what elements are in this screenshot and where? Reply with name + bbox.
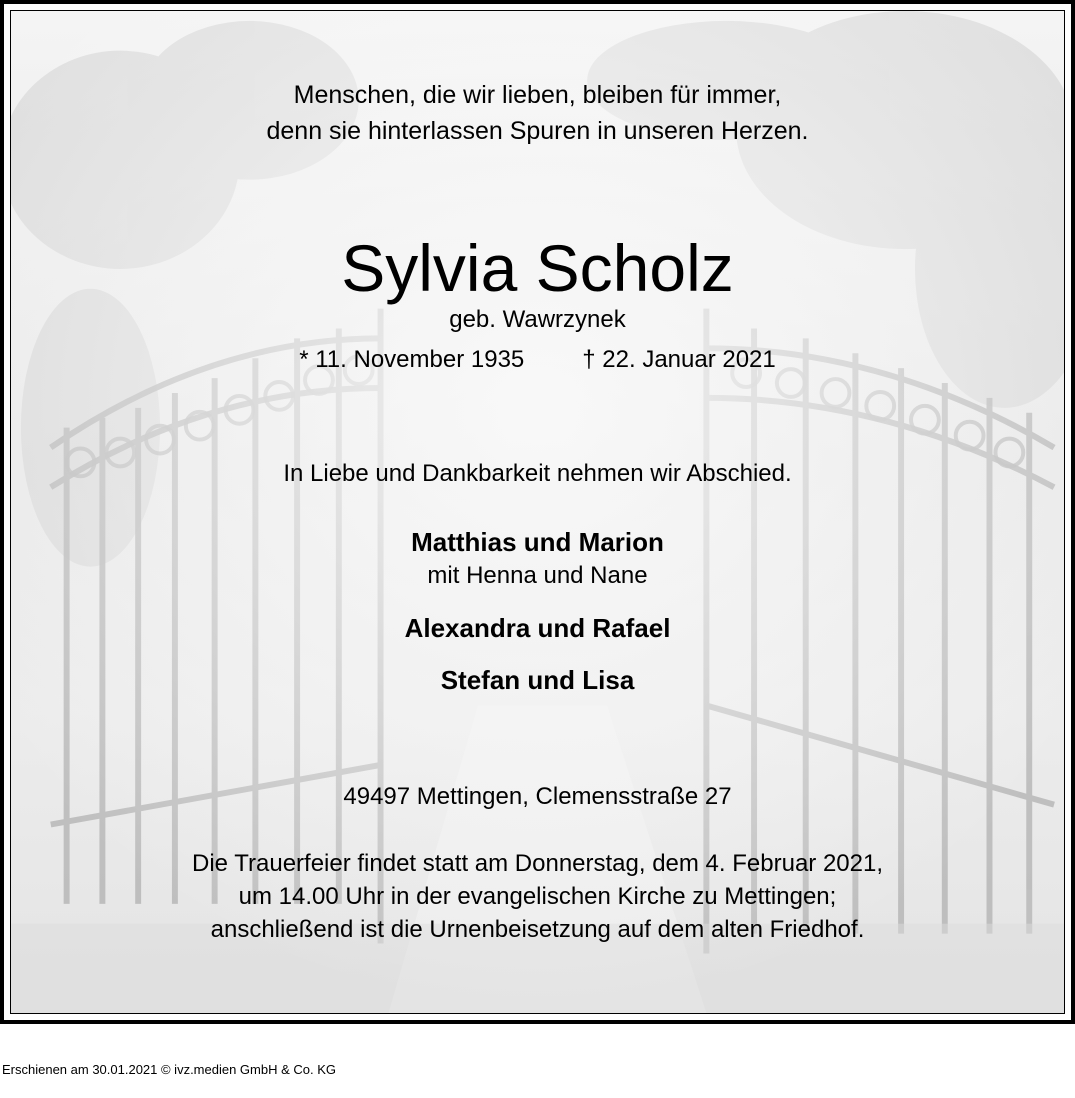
funeral-service-info [11,847,1064,946]
memorial-quote [11,77,1064,149]
mourning-address: 49497 Mettingen, Clemensstraße 27 [343,783,732,810]
quote-line-1: Menschen, die wir lieben, bleiben für immer, [293,81,782,109]
publication-footer: Erschienen am 30.01.2021 © ivz.medien GmbH & Co. KG [2,1062,337,1077]
family-group-1: Matthias und Marion [411,527,664,557]
family-group-1-children: mit Henna und Nane [427,562,648,589]
service-line-2: um 14.00 Uhr in der evangelischen Kirche zu Mettingen; [238,883,837,910]
obituary-frame [10,10,1065,1014]
farewell-text: In Liebe und Dankbarkeit nehmen wir Abschied. [283,460,792,487]
family-group-2: Alexandra und Rafael [404,613,671,643]
life-dates [11,345,1064,375]
family-group-3: Stefan und Lisa [440,665,635,695]
service-line-3: anschließend ist die Urnenbeisetzung auf dem alten Friedhof. [210,916,865,943]
maiden-name: geb. Wawrzynek [449,306,626,333]
birth-date: * 11. November 1935 [299,346,525,373]
death-date: † 22. Januar 2021 [582,346,776,373]
service-line-1: Die Trauerfeier findet statt am Donnerstag, dem 4. Februar 2021, [191,850,884,877]
deceased-name: Sylvia Scholz [341,231,734,305]
quote-line-2: denn sie hinterlassen Spuren in unseren Herzen. [266,117,809,145]
